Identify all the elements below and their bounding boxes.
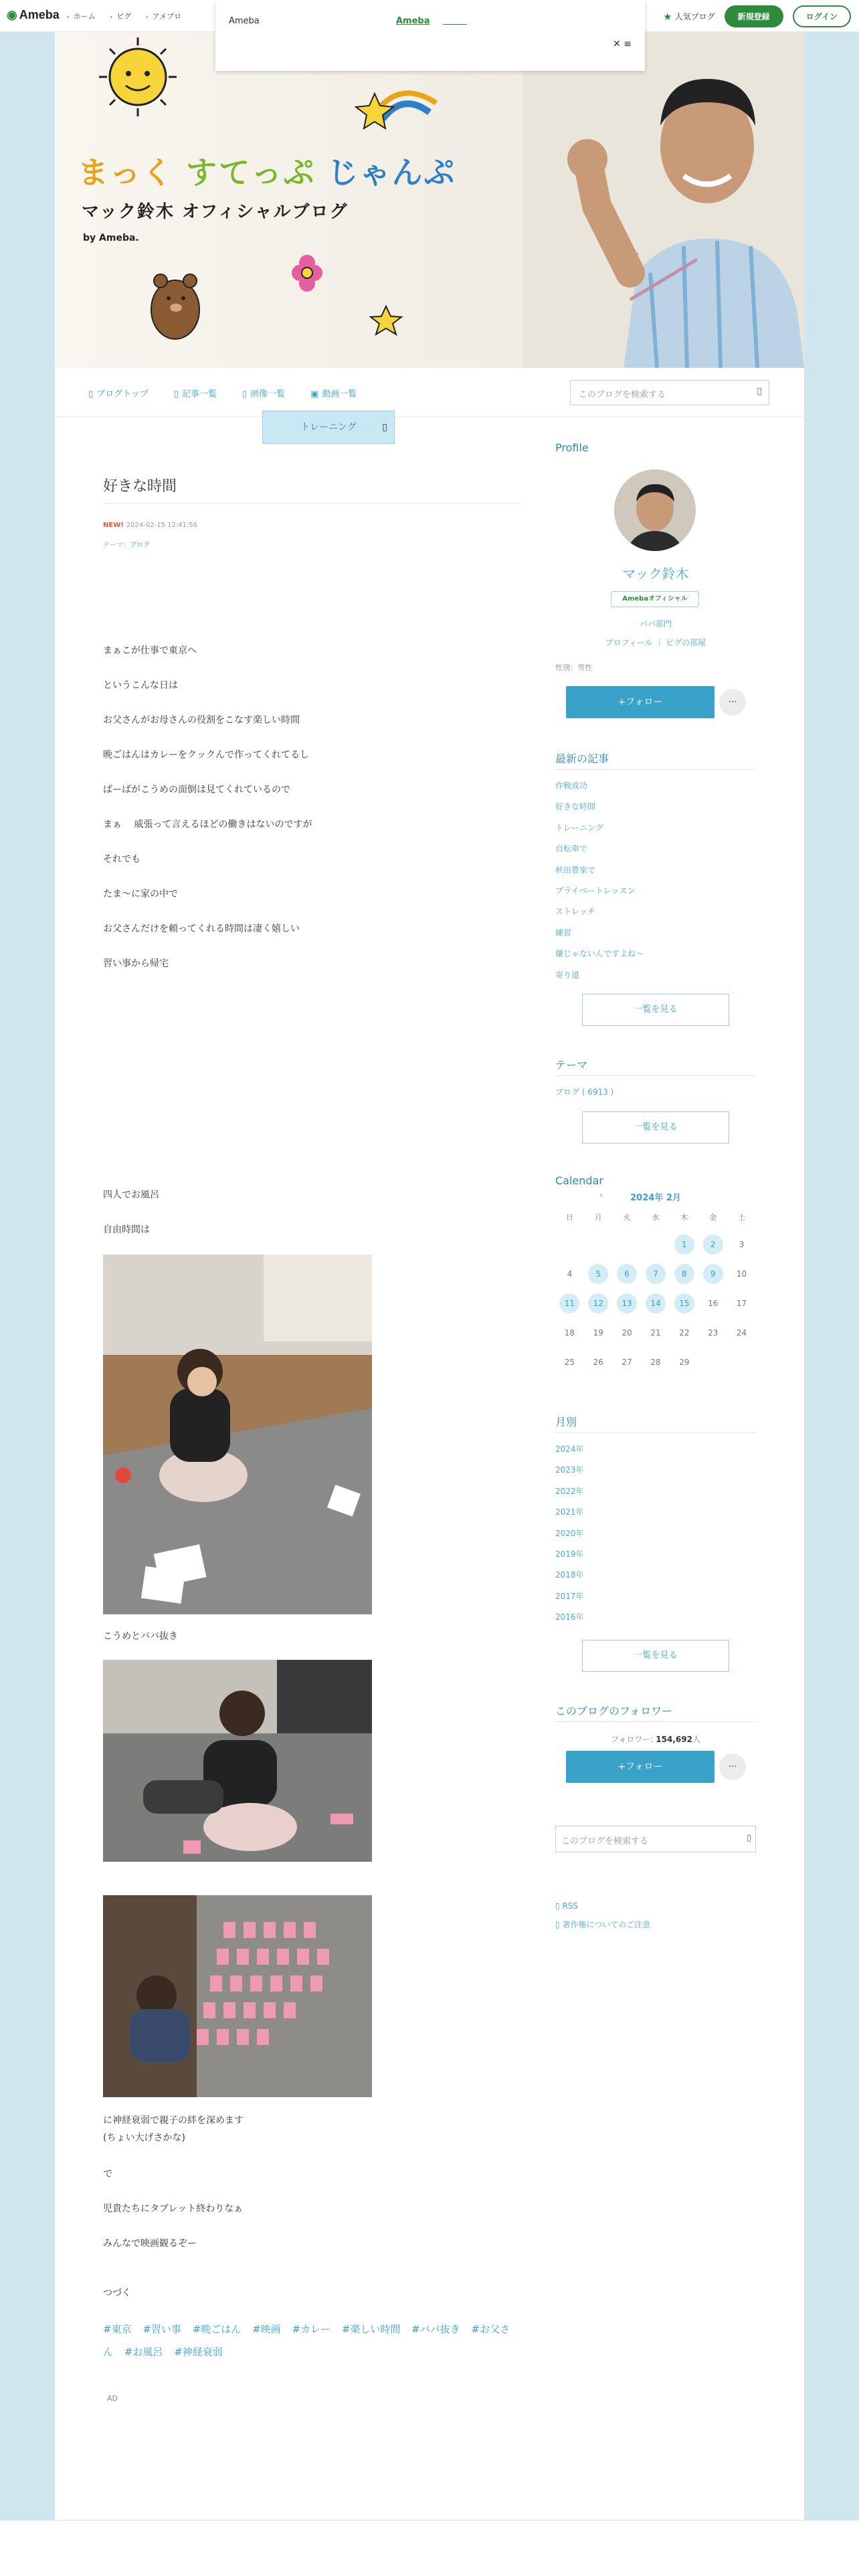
recent-article-link[interactable]: 好きな時間 (555, 802, 596, 812)
article-theme-line (103, 539, 150, 549)
calendar-day: 19 (593, 1328, 603, 1337)
profile-heading: Profile (555, 441, 589, 454)
photo-caption: こうめとババ抜き (103, 1631, 178, 1642)
calendar-day-link[interactable]: 14 (642, 1293, 670, 1313)
sidebar-search-placeholder: このブログを検索する (561, 1836, 649, 1846)
calendar-day-link[interactable]: 13 (613, 1293, 642, 1313)
photo-family-cards (103, 1660, 372, 1862)
nav-article-list[interactable] (174, 387, 217, 399)
followers-heading: このブログのフォロワー (555, 1705, 673, 1717)
theme-item-link[interactable]: ブログ ( 6913 ) (555, 1087, 614, 1097)
sidebar-footer-links (555, 1897, 650, 1934)
ad-label: AD (107, 2394, 118, 2403)
weekday-label: 月 (594, 1213, 602, 1222)
profile-link[interactable]: プロフィール (605, 638, 653, 647)
new-badge: NEW! (103, 522, 124, 529)
logo-text: Ameba (19, 8, 60, 21)
calendar-day-link[interactable]: 1 (670, 1235, 698, 1255)
nav-video-list[interactable] (310, 387, 357, 399)
archive-year-link[interactable]: 2022年 (555, 1486, 584, 1496)
article-paragraph: に神経衰弱で親子の絆を深めます (103, 2115, 244, 2126)
nav-pigg[interactable] (110, 11, 132, 21)
tag-icon: ▯ (382, 422, 387, 433)
recent-article-link[interactable]: 秋田豊家で (555, 865, 596, 875)
article-paragraph: 児貴たちにタブレット終わりなぁ (103, 2204, 244, 2214)
article-paragraph: まぁ 威張って言えるほどの働きはないのですが (103, 819, 312, 830)
article-paragraph: ばーばがこうめの面倒は見てくれているので (103, 784, 290, 795)
calendar-day: 25 (564, 1358, 575, 1367)
calendar-heading: Calendar (555, 1174, 603, 1187)
nav-article-list-label: 記事一覧 (181, 389, 217, 399)
flower-icon (292, 255, 322, 292)
recent-article-link[interactable]: トレーニング (555, 823, 603, 833)
blog-search-input[interactable] (570, 380, 769, 405)
recent-article-link[interactable]: 練習 (555, 928, 572, 938)
hashtag-link[interactable]: #映画 (252, 2323, 281, 2335)
recent-article-link[interactable]: 作戦成功 (555, 781, 588, 790)
theme-label: テーマ： (103, 542, 130, 549)
by-ameba-label: by Ameba. (83, 233, 139, 243)
ameba-logo-icon: ◉ (7, 8, 17, 21)
article-paragraph: で (103, 2169, 112, 2179)
blog-title-logo (78, 148, 456, 193)
hashtag-list (103, 2318, 520, 2363)
title-divider (103, 503, 520, 504)
article-paragraph: お父さんがお母さんの役割をこなす楽しい時間 (103, 715, 300, 726)
calendar-empty (555, 1235, 584, 1255)
calendar-day: 21 (650, 1328, 661, 1337)
archive-year-link[interactable]: 2017年 (555, 1591, 584, 1601)
pigg-room-link[interactable]: ピグの部屋 (666, 638, 706, 647)
calendar (555, 1190, 756, 1372)
nav-blog-top-label: ブログトップ (96, 389, 149, 399)
recent-article-link[interactable]: 自転車で (555, 844, 588, 854)
nav-home[interactable] (67, 11, 96, 21)
notification-popup (215, 0, 645, 71)
calendar-prev-button[interactable]: ‹ (599, 1190, 603, 1200)
calendar-day: 4 (567, 1269, 573, 1279)
calendar-empty (613, 1235, 642, 1255)
see-all-archive-button[interactable]: 一覧を見る (582, 1640, 729, 1672)
profile-gender: 性別：男性 (555, 663, 592, 672)
calendar-day-link[interactable]: 11 (555, 1293, 584, 1313)
article-photo[interactable] (103, 1255, 372, 1614)
archive-year-link[interactable]: 2016年 (555, 1612, 584, 1622)
profile-links: プロフィール ｜ ピグの部屋 (605, 638, 706, 647)
profile-description: パパ部門 (639, 619, 672, 629)
nav-home-label: ホーム (73, 12, 96, 21)
menu-icon: ≡ (624, 39, 632, 49)
followers-number: 154,692 (656, 1735, 692, 1744)
article-title[interactable]: 好きな時間 (103, 478, 177, 495)
theme-link[interactable]: ブログ (130, 542, 150, 549)
calendar-day-link[interactable]: 12 (584, 1293, 613, 1313)
image-icon: ▯ (242, 389, 248, 399)
calendar-day: 10 (736, 1269, 747, 1279)
archive-year-link[interactable]: 2021年 (555, 1507, 584, 1517)
popular-label: 人気ブログ (674, 12, 715, 21)
video-icon: ▣ (310, 389, 319, 399)
article-photo[interactable] (103, 1660, 372, 1862)
blog-nav (55, 368, 804, 417)
nav-ameblo[interactable] (146, 11, 181, 21)
weekday-label: 木 (680, 1213, 688, 1222)
theme-tag-label: トレーニング (300, 422, 357, 433)
article-paragraph: (ちょい大げさかな) (103, 2133, 185, 2143)
copyright-link[interactable] (555, 1915, 650, 1934)
calendar-header (555, 1190, 756, 1205)
recent-article-link[interactable]: ストレッチ (555, 907, 595, 917)
header-photo-person (523, 32, 804, 368)
theme-heading: テーマ (555, 1059, 588, 1071)
photo-child-cards (103, 1255, 372, 1614)
signup-button[interactable]: 新規登録 (725, 5, 783, 27)
hashtag-link[interactable]: #習い事 (142, 2323, 181, 2335)
calendar-day-link[interactable]: 9 (698, 1264, 727, 1284)
hashtag-link[interactable]: #晩ごはん (192, 2323, 242, 2335)
monthly-archive-list (555, 1439, 584, 1628)
calendar-day-link[interactable]: 8 (670, 1264, 698, 1284)
weekday-label: 水 (652, 1213, 660, 1222)
star-icon (371, 306, 401, 334)
search-placeholder: このブログを検索する (579, 390, 666, 400)
calendar-empty (642, 1235, 670, 1255)
recent-articles-list (555, 776, 644, 986)
calendar-day: 17 (736, 1299, 747, 1308)
search-icon[interactable]: ▯ (757, 386, 762, 397)
more-options-button-2[interactable]: ··· (719, 1753, 746, 1780)
popup-title: Ameba (229, 16, 260, 26)
calendar-empty (727, 1352, 756, 1372)
article-paragraph: 自由時間は (103, 1224, 150, 1235)
hashtag-link[interactable]: #お風呂 (124, 2346, 163, 2358)
blog-header-image[interactable] (55, 32, 804, 368)
recent-article-link[interactable]: プライベートレッスン (555, 886, 636, 896)
home-icon: ▯ (88, 389, 94, 399)
calendar-day: 3 (739, 1240, 745, 1249)
article-paragraph: たま〜に家の中で (103, 889, 178, 899)
calendar-day: 24 (736, 1328, 747, 1337)
calendar-day: 26 (593, 1358, 603, 1367)
section-divider (555, 769, 756, 770)
hashtag-link[interactable]: #カレー (292, 2323, 331, 2335)
nav-blog-top[interactable] (88, 387, 149, 399)
hashtag-link[interactable]: #お父さん (103, 2323, 510, 2358)
followers-label: フォロワー: (611, 1735, 654, 1744)
avatar-image (614, 469, 696, 551)
calendar-day-link[interactable]: 6 (613, 1264, 642, 1284)
followers-unit: 人 (692, 1735, 700, 1744)
theme-list (555, 1082, 613, 1103)
calendar-empty (584, 1235, 613, 1255)
calendar-empty (698, 1352, 727, 1372)
nav-pigg-label: ピグ (116, 12, 132, 21)
popular-blogs-link[interactable] (663, 11, 714, 23)
rss-label: RSS (562, 1901, 579, 1911)
section-divider (555, 1075, 756, 1076)
hashtag-link[interactable]: #楽しい時間 (341, 2323, 401, 2335)
chevron-right-icon: › (146, 14, 149, 21)
follow-button-2[interactable]: +フォロー (566, 1751, 714, 1783)
archive-year-link[interactable]: 2024年 (555, 1444, 584, 1454)
article-photo[interactable] (103, 1895, 372, 2097)
calendar-day: 20 (622, 1328, 632, 1337)
hashtag-link[interactable]: #ババ抜き (411, 2323, 460, 2335)
sun-icon (99, 37, 177, 116)
article-paragraph: まぁこが仕事で東京へ (103, 645, 197, 656)
more-options-button[interactable]: ··· (719, 689, 746, 716)
star-icon: ★ (663, 10, 672, 23)
ameba-logo[interactable] (7, 8, 60, 22)
sidebar-search-input[interactable] (555, 1826, 756, 1852)
weekday-label: 日 (565, 1213, 573, 1222)
article-paragraph: それでも (103, 854, 140, 865)
article-paragraph: つづく (103, 2288, 131, 2298)
section-divider (555, 1721, 756, 1722)
calendar-day-link[interactable]: 5 (584, 1264, 613, 1284)
see-all-articles-button[interactable]: 一覧を見る (582, 994, 729, 1026)
recent-article-link[interactable]: 嫌じゃないんですよね〜 (555, 949, 644, 959)
recent-article-link[interactable]: 寄り道 (555, 970, 580, 980)
weekday-label: 金 (709, 1213, 717, 1222)
nav-image-list[interactable] (242, 387, 285, 399)
close-icon: ✕ (613, 39, 621, 49)
hashtag-link[interactable]: #神経衰弱 (174, 2346, 223, 2358)
hashtag-link[interactable]: #東京 (103, 2323, 132, 2335)
blog-title-part1: まっく (78, 154, 174, 191)
popup-underline (443, 24, 467, 25)
bear-icon (151, 274, 199, 339)
follow-button[interactable]: +フォロー (566, 686, 714, 718)
popup-link[interactable]: Ameba (396, 16, 430, 26)
chevron-right-icon: › (110, 14, 113, 21)
profile-name[interactable]: マック鈴木 (622, 566, 689, 582)
weekday-label: 火 (623, 1213, 631, 1222)
weekday-label: 土 (738, 1213, 746, 1222)
blog-title-part3: じゃんぷ (327, 154, 456, 191)
page-footer (0, 2520, 859, 2576)
calendar-day-link[interactable]: 15 (670, 1293, 698, 1313)
chevron-right-icon: › (67, 14, 70, 21)
monthly-heading: 月別 (555, 1416, 577, 1428)
calendar-day: 18 (564, 1328, 575, 1337)
recent-articles-heading: 最新の記事 (555, 752, 609, 765)
calendar-grid (555, 1210, 756, 1372)
rss-link[interactable] (555, 1897, 650, 1915)
article-paragraph: 習い事から帰宅 (103, 958, 169, 969)
official-badge: Amebaオフィシャル (611, 591, 699, 607)
blog-title-part2: すてっぷ (186, 154, 316, 191)
global-nav (67, 11, 181, 21)
calendar-day: 28 (650, 1358, 661, 1367)
list-icon: ▯ (173, 389, 179, 399)
follower-count (555, 1733, 756, 1745)
section-divider (555, 1432, 756, 1433)
archive-year-link[interactable]: 2020年 (555, 1528, 584, 1538)
photo-memory-game (103, 1895, 372, 2097)
archive-year-link[interactable]: 2018年 (555, 1570, 584, 1580)
article-paragraph: 四人でお風呂 (103, 1190, 159, 1200)
nav-image-list-label: 画像一覧 (250, 389, 286, 399)
search-icon[interactable]: ▯ (746, 1833, 751, 1843)
calendar-day-link[interactable]: 7 (642, 1264, 670, 1284)
archive-year-link[interactable]: 2019年 (555, 1549, 584, 1560)
article-paragraph: 晩ごはんはカレーをクックんで作ってくれてるし (103, 750, 309, 760)
theme-tag-button[interactable] (262, 411, 395, 444)
header-actions (663, 5, 851, 27)
calendar-day: 22 (679, 1328, 690, 1337)
blog-nav-items (88, 387, 357, 399)
article-meta (103, 522, 197, 529)
calendar-day-link[interactable]: 2 (698, 1235, 727, 1255)
article-paragraph: というこんな日は (103, 680, 178, 691)
calendar-day: 23 (708, 1328, 719, 1337)
see-all-themes-button[interactable]: 一覧を見る (582, 1111, 729, 1144)
calendar-day: 27 (622, 1358, 632, 1367)
nav-video-list-label: 動画一覧 (322, 389, 357, 399)
rss-icon: ▯ (555, 1901, 560, 1911)
article-paragraph: お父さんだけを頼ってくれる時間は凄く嬉しい (103, 924, 300, 934)
article-paragraph: みんなで映画観るぞー (103, 2238, 197, 2249)
article-timestamp: 2024-02-15 12:41:56 (126, 522, 198, 529)
shooting-star-icon (356, 93, 436, 128)
popup-close-button[interactable] (613, 39, 632, 49)
calendar-day: 16 (708, 1299, 719, 1308)
login-button[interactable]: ログイン (793, 5, 851, 27)
blog-subtitle: マック鈴木 オフィシャルブログ (82, 202, 349, 222)
profile-avatar[interactable] (614, 469, 696, 551)
calendar-day: 29 (679, 1358, 690, 1367)
nav-ameblo-label: アメブロ (152, 12, 182, 21)
info-icon: ▯ (555, 1920, 560, 1929)
copyright-label: 著作権についてのご注意 (562, 1920, 651, 1929)
archive-year-link[interactable]: 2023年 (555, 1465, 584, 1475)
calendar-month: 2024年 2月 (630, 1193, 681, 1203)
